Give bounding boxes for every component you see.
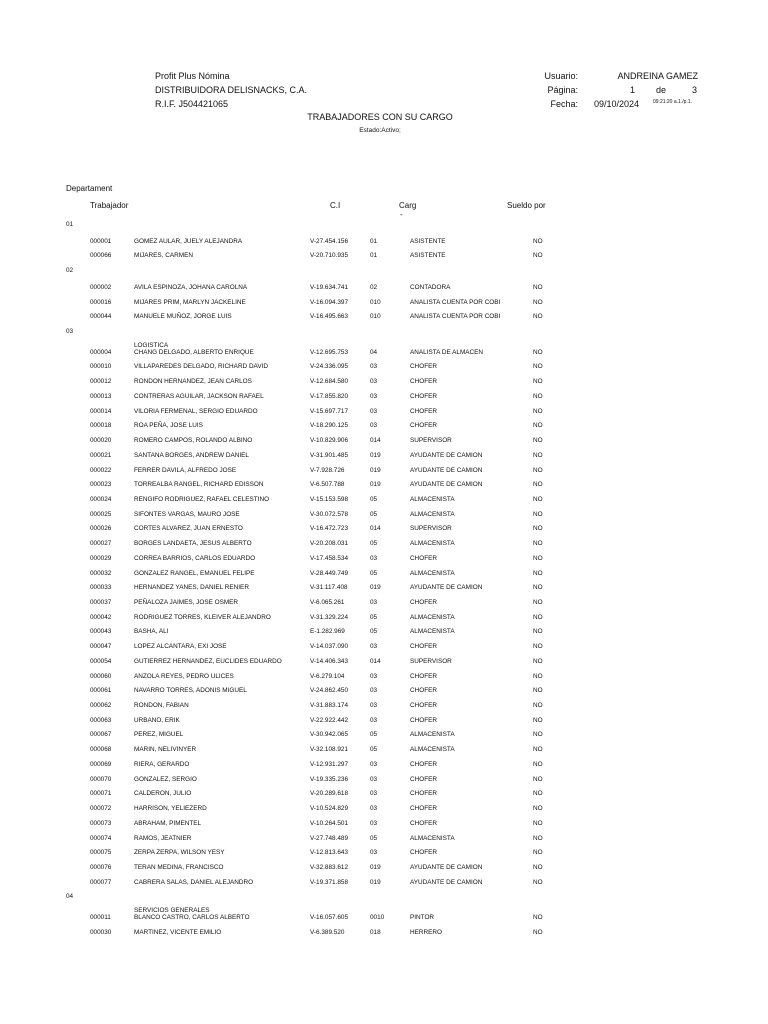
report-title: TRABAJADORES CON SU CARGO <box>307 112 453 122</box>
employee-code: 000013 <box>90 392 112 400</box>
sueldo-flag: NO <box>533 716 543 724</box>
sueldo-flag: NO <box>533 775 543 783</box>
employee-code: 000037 <box>90 599 112 606</box>
employee-name: ZERPA ZERPA, WILSON YESY <box>134 849 225 857</box>
cargo-name: ANALISTA CUENTA POR COBI <box>410 313 501 321</box>
cargo-name: CHOFER <box>410 760 437 768</box>
cargo-name: ALMACENISTA <box>410 746 455 754</box>
cargo-name: ALMACENISTA <box>410 510 455 518</box>
sueldo-flag: NO <box>533 510 543 518</box>
employee-ci: V-17.855.820 <box>310 392 349 400</box>
cargo-name: CHOFER <box>410 716 437 724</box>
employee-name: CORREA BARRIOS, CARLOS EDUARDO <box>134 554 256 562</box>
employee-name: BORGES LANDAETA, JESUS ALBERTO <box>134 540 252 548</box>
cargo-code: 03 <box>370 363 378 371</box>
employee-code: 000073 <box>90 819 112 827</box>
cargo-name: ALMACENISTA <box>410 628 455 636</box>
sueldo-flag: NO <box>533 378 543 386</box>
employee-name: ANZOLA REYES, PEDRO ULICES <box>134 672 234 680</box>
cargo-code: 05 <box>370 613 378 621</box>
department-code: 04 <box>66 893 74 901</box>
cargo-name: ASISTENTE <box>410 252 446 260</box>
employee-name: PEÑALOZA JAIMES, JOSE OSMER <box>134 599 239 606</box>
col-trabajador: Trabajador <box>90 201 129 210</box>
employee-code: 000074 <box>90 834 112 842</box>
sueldo-flag: NO <box>533 914 543 922</box>
employee-code: 000032 <box>90 569 112 577</box>
employee-name: HARRISON, YELIEZERD <box>134 805 207 813</box>
fecha-value: 09/10/2024 <box>594 99 640 109</box>
col-sueldo: Sueldo por <box>507 201 546 210</box>
company-name: DISTRIBUIDORA DELISNACKS, C.A. <box>155 85 308 95</box>
cargo-code: 05 <box>370 510 378 518</box>
sueldo-flag: NO <box>533 643 543 651</box>
department-code: 03 <box>66 328 74 336</box>
employee-name: GOMEZ AULAR, JUELY ALEJANDRA <box>134 237 243 245</box>
cargo-code: 019 <box>370 863 381 871</box>
sueldo-flag: NO <box>533 790 543 798</box>
employee-ci: V-27.748.489 <box>310 834 349 842</box>
cargo-name: CHOFER <box>410 554 437 562</box>
employee-name: CORTES ALVAREZ, JUAN ERNESTO <box>134 525 243 533</box>
cargo-name: PINTOR <box>410 914 435 922</box>
employee-code: 000043 <box>90 628 112 636</box>
employee-name: GONZALEZ RANGEL, EMANUEL FELIPE <box>134 569 255 577</box>
employee-ci: V-12.931.297 <box>310 760 349 768</box>
cargo-name: CHOFER <box>410 702 437 710</box>
employee-name: AVILA ESPINOZA, JOHANA CAROLNA <box>134 283 248 291</box>
cargo-name: CHOFER <box>410 643 437 651</box>
employee-code: 000022 <box>90 466 112 474</box>
sueldo-flag: NO <box>533 657 543 665</box>
employee-ci: V-16.094.397 <box>310 298 349 306</box>
cargo-code: 014 <box>370 657 381 665</box>
sueldo-flag: NO <box>533 407 543 415</box>
cargo-name: AYUDANTE DE CAMION <box>410 878 483 886</box>
cargo-code: 03 <box>370 849 378 857</box>
employee-ci: V-32.883.612 <box>310 863 349 871</box>
employee-name: MARTINEZ, VICENTE EMILIO <box>134 928 222 936</box>
employee-code: 000018 <box>90 422 112 430</box>
department-name: LOGISTICA <box>134 342 169 350</box>
employee-code: 000054 <box>90 657 112 665</box>
sueldo-flag: NO <box>533 687 543 695</box>
employee-ci: V-19.634.741 <box>310 283 349 291</box>
employee-ci: V-10.829.906 <box>310 437 349 445</box>
cargo-code: 05 <box>370 495 378 503</box>
sueldo-flag: NO <box>533 525 543 533</box>
cargo-name: CHOFER <box>410 392 437 400</box>
employee-ci: V-31.117.408 <box>310 584 348 592</box>
sueldo-flag: NO <box>533 437 543 445</box>
sueldo-flag: NO <box>533 599 543 606</box>
employee-ci: V-15.697.717 <box>310 407 349 415</box>
sueldo-flag: NO <box>533 702 543 710</box>
employee-ci: V-20.710.935 <box>310 252 349 260</box>
cargo-name: CHOFER <box>410 790 437 798</box>
employee-ci: V-20.208.031 <box>310 540 349 548</box>
employee-ci: V-10.264.501 <box>310 819 349 827</box>
usuario-value: ANDREINA GAMEZ <box>617 71 698 81</box>
employee-name: PEREZ, MIGUEL <box>134 731 184 739</box>
sueldo-flag: NO <box>533 584 543 592</box>
cargo-code: 03 <box>370 643 378 651</box>
employee-ci: V-20.289.618 <box>310 790 349 798</box>
employee-name: ABRAHAM, PIMENTEL <box>134 819 202 827</box>
cargo-code: 03 <box>370 378 378 386</box>
employee-code: 000076 <box>90 863 112 871</box>
cargo-name: SUPERVISOR <box>410 437 452 445</box>
employee-ci: V-7.928.726 <box>310 466 345 474</box>
employee-ci: V-6.507.788 <box>310 481 345 489</box>
employee-code: 000044 <box>90 313 112 321</box>
sueldo-flag: NO <box>533 805 543 813</box>
employee-name: TORREALBA RANGEL, RICHARD EDISSON <box>134 481 264 489</box>
cargo-name: AYUDANTE DE CAMION <box>410 584 483 592</box>
cargo-code: 05 <box>370 731 378 739</box>
sueldo-flag: NO <box>533 451 543 459</box>
cargo-code: 019 <box>370 584 381 592</box>
sueldo-flag: NO <box>533 422 543 430</box>
cargo-code: 018 <box>370 928 381 936</box>
sueldo-flag: NO <box>533 878 543 886</box>
col-cargo-dash: - <box>400 210 403 219</box>
employee-ci: V-6.389.520 <box>310 928 345 936</box>
cargo-name: ANALISTA CUENTA POR COBI <box>410 298 501 306</box>
cargo-code: 03 <box>370 687 378 695</box>
employee-ci: V-30.942.065 <box>310 731 349 739</box>
employee-code: 000033 <box>90 584 112 592</box>
employee-name: LOPEZ ALCANTARA, EXI JOSE <box>134 643 227 651</box>
cargo-name: AYUDANTE DE CAMION <box>410 863 483 871</box>
employee-code: 000012 <box>90 378 112 386</box>
employee-ci: V-15.153.598 <box>310 495 349 503</box>
cargo-name: SUPERVISOR <box>410 657 452 665</box>
employee-ci: V-10.524.829 <box>310 805 349 813</box>
employee-code: 000066 <box>90 252 112 260</box>
employee-ci: V-16.057.605 <box>310 914 349 922</box>
pagina-total: 3 <box>691 85 697 95</box>
cargo-name: CHOFER <box>410 599 437 606</box>
department-name: SERVICIOS GENERALES <box>134 907 210 915</box>
cargo-code: 019 <box>370 451 381 459</box>
cargo-name: CHOFER <box>410 805 437 813</box>
employee-code: 000069 <box>90 760 112 768</box>
employee-ci: V-6.279.104 <box>310 672 345 680</box>
employee-name: BLANCO CASTRO, CARLOS ALBERTO <box>134 914 250 922</box>
employee-code: 000004 <box>90 348 112 356</box>
employee-ci: V-16.495.663 <box>310 313 349 321</box>
sueldo-flag: NO <box>533 298 543 306</box>
cargo-code: 01 <box>370 237 378 245</box>
cargo-name: ALMACENISTA <box>410 731 455 739</box>
employee-name: CABRERA SALAS, DANIEL ALEJANDRO <box>134 878 254 886</box>
sueldo-flag: NO <box>533 863 543 871</box>
cargo-name: HERRERO <box>410 928 442 936</box>
employee-ci: V-6.065.261 <box>310 599 345 606</box>
cargo-code: 03 <box>370 599 378 606</box>
employee-ci: V-19.371.858 <box>310 878 349 886</box>
employee-name: RODRIGUEZ TORRES, KLEIVER ALEJANDRO <box>134 613 271 621</box>
employee-code: 000077 <box>90 878 112 886</box>
cargo-name: AYUDANTE DE CAMION <box>410 481 483 489</box>
employee-code: 000020 <box>90 437 112 445</box>
employee-name: SIFONTES VARGAS, MAURO JOSE <box>134 510 240 518</box>
employee-name: MANUELE MUÑOZ, JORGE LUIS <box>134 313 232 321</box>
cargo-name: CHOFER <box>410 775 437 783</box>
cargo-name: AYUDANTE DE CAMION <box>410 466 483 474</box>
sueldo-flag: NO <box>533 746 543 754</box>
cargo-name: CHOFER <box>410 849 437 857</box>
sueldo-flag: NO <box>533 495 543 503</box>
cargo-name: ALMACENISTA <box>410 613 455 621</box>
employee-code: 000071 <box>90 790 112 798</box>
cargo-name: ALMACENISTA <box>410 569 455 577</box>
sueldo-flag: NO <box>533 348 543 356</box>
cargo-name: ALMACENISTA <box>410 540 455 548</box>
employee-code: 000070 <box>90 775 112 783</box>
employee-code: 000060 <box>90 672 112 680</box>
sueldo-flag: NO <box>533 237 543 245</box>
employee-ci: V-31.329.224 <box>310 613 349 621</box>
sueldo-flag: NO <box>533 731 543 739</box>
cargo-code: 03 <box>370 716 378 724</box>
hora-value: 09:21:20 a.1./p.1. <box>653 99 692 105</box>
cargo-code: 014 <box>370 525 381 533</box>
col-ci: C.I <box>330 201 341 210</box>
employee-code: 000010 <box>90 363 112 371</box>
employee-name: FERRER DAVILA, ALFREDO JOSE <box>134 466 237 474</box>
employee-ci: V-12.684.580 <box>310 378 349 386</box>
cargo-code: 0010 <box>370 914 385 922</box>
employee-name: VILORIA FERMENAL, SERGIO EDUARDO <box>134 407 258 415</box>
employee-code: 000016 <box>90 298 112 306</box>
usuario-label: Usuario: <box>544 71 578 81</box>
cargo-name: ASISTENTE <box>410 237 446 245</box>
employee-name: HERNANDEZ YANES, DANIEL RENIER <box>134 584 249 592</box>
employee-name: CHANG DELGADO, ALBERTO ENRIQUE <box>134 348 254 356</box>
employee-name: RONDON, FABIAN <box>134 702 189 710</box>
report-filter: Estado:Activo; <box>359 127 401 134</box>
employee-code: 000002 <box>90 283 112 291</box>
employee-code: 000023 <box>90 481 112 489</box>
cargo-code: 03 <box>370 790 378 798</box>
employee-name: MIJARES PRIM, MARLYN JACKELINE <box>134 298 246 306</box>
employee-code: 000068 <box>90 746 112 754</box>
cargo-name: CHOFER <box>410 819 437 827</box>
sueldo-flag: NO <box>533 554 543 562</box>
employee-name: ROMERO CAMPOS, ROLANDO ALBINO <box>134 437 253 445</box>
fecha-label: Fecha: <box>550 99 578 109</box>
employee-ci: V-27.454.156 <box>310 237 349 245</box>
cargo-code: 010 <box>370 298 381 306</box>
employee-code: 000014 <box>90 407 112 415</box>
employee-ci: V-24.862.450 <box>310 687 349 695</box>
cargo-code: 05 <box>370 540 378 548</box>
employee-ci: V-18.290.125 <box>310 422 349 430</box>
sueldo-flag: NO <box>533 760 543 768</box>
employee-name: RONDON HERNANDEZ, JEAN CARLOS <box>134 378 252 386</box>
employee-code: 000029 <box>90 554 112 562</box>
employee-code: 000001 <box>90 237 112 245</box>
cargo-code: 03 <box>370 805 378 813</box>
employee-name: TERAN MEDINA, FRANCISCO <box>134 863 224 871</box>
cargo-name: CHOFER <box>410 378 437 386</box>
employee-ci: V-12.813.643 <box>310 849 349 857</box>
employee-code: 000072 <box>90 805 112 813</box>
cargo-name: ALMACENISTA <box>410 495 455 503</box>
col-cargo: Carg <box>399 201 417 210</box>
sueldo-flag: NO <box>533 672 543 680</box>
employee-name: CONTRERAS AGUILAR, JACKSON RAFAEL <box>134 392 264 400</box>
cargo-name: CHOFER <box>410 407 437 415</box>
employee-name: ROA PEÑA, JOSE LUIS <box>134 422 203 430</box>
cargo-name: CONTADORA <box>410 283 451 291</box>
employee-name: RIERA, GERARDO <box>134 760 190 768</box>
employee-code: 000026 <box>90 525 112 533</box>
cargo-code: 03 <box>370 392 378 400</box>
employee-name: GONZALEZ, SERGIO <box>134 775 197 783</box>
employee-code: 000062 <box>90 702 112 710</box>
employee-ci: V-28.449.749 <box>310 569 349 577</box>
cargo-name: CHOFER <box>410 422 437 430</box>
employee-ci: V-22.922.442 <box>310 716 349 724</box>
employee-ci: V-31.883.174 <box>310 702 349 710</box>
cargo-code: 03 <box>370 775 378 783</box>
employee-name: GUTIERREZ HERNANDEZ, EUCLIDES EDUARDO <box>134 657 282 665</box>
employee-ci: V-17.458.534 <box>310 554 349 562</box>
cargo-name: SUPERVISOR <box>410 525 452 533</box>
cargo-code: 014 <box>370 437 381 445</box>
sueldo-flag: NO <box>533 466 543 474</box>
employee-ci: E-1.282.969 <box>310 628 345 636</box>
sueldo-flag: NO <box>533 313 543 321</box>
employee-code: 000024 <box>90 495 112 503</box>
sueldo-flag: NO <box>533 819 543 827</box>
company-rif: R.I.F. J504421065 <box>155 99 229 109</box>
cargo-code: 05 <box>370 628 378 636</box>
cargo-name: ANALISTA DE ALMACEN <box>410 348 484 356</box>
cargo-code: 03 <box>370 702 378 710</box>
cargo-code: 03 <box>370 422 378 430</box>
cargo-name: CHOFER <box>410 672 437 680</box>
employee-ci: V-14.037.090 <box>310 643 349 651</box>
employee-ci: V-30.072.578 <box>310 510 349 518</box>
employee-code: 000021 <box>90 451 112 459</box>
cargo-code: 03 <box>370 407 378 415</box>
cargo-code: 05 <box>370 569 378 577</box>
sueldo-flag: NO <box>533 613 543 621</box>
sueldo-flag: NO <box>533 628 543 636</box>
employee-code: 000025 <box>90 510 112 518</box>
employee-name: RENGIFO RODRIGUEZ, RAFAEL CELESTINO <box>134 495 270 503</box>
cargo-code: 03 <box>370 760 378 768</box>
employee-ci: V-14.406.343 <box>310 657 349 665</box>
employee-code: 000011 <box>90 914 111 922</box>
employee-ci: V-32.108.921 <box>310 746 349 754</box>
sueldo-flag: NO <box>533 283 543 291</box>
cargo-name: AYUDANTE DE CAMION <box>410 451 483 459</box>
col-departamento: Departament <box>66 184 113 193</box>
app-name: Profit Plus Nómina <box>155 71 230 81</box>
employee-code: 000030 <box>90 928 112 936</box>
employee-ci: V-16.472.723 <box>310 525 349 533</box>
cargo-code: 03 <box>370 819 378 827</box>
sueldo-flag: NO <box>533 392 543 400</box>
employee-code: 000075 <box>90 849 112 857</box>
sueldo-flag: NO <box>533 540 543 548</box>
pagina-label: Página: <box>547 85 578 95</box>
employee-name: URBANO, ERIK <box>134 716 180 724</box>
employee-name: MARIN, NELIVINYER <box>134 746 197 754</box>
sueldo-flag: NO <box>533 252 543 260</box>
employee-name: VILLAPAREDES DELGADO, RICHARD DAVID <box>134 363 268 371</box>
employee-ci: V-12.695.753 <box>310 348 349 356</box>
employee-ci: V-19.335.236 <box>310 775 349 783</box>
cargo-code: 01 <box>370 252 378 260</box>
department-code: 02 <box>66 267 74 275</box>
sueldo-flag: NO <box>533 569 543 577</box>
sueldo-flag: NO <box>533 481 543 489</box>
sueldo-flag: NO <box>533 363 543 371</box>
cargo-code: 019 <box>370 466 381 474</box>
employee-code: 000042 <box>90 613 112 621</box>
cargo-name: CHOFER <box>410 687 437 695</box>
department-code: 01 <box>66 221 74 228</box>
sueldo-flag: NO <box>533 834 543 842</box>
employee-name: BASHA, ALI <box>134 628 169 636</box>
cargo-name: CHOFER <box>410 363 437 371</box>
cargo-code: 019 <box>370 481 381 489</box>
cargo-code: 010 <box>370 313 381 321</box>
employee-name: NAVARRO TORRES, ADONIS MIGUEL <box>134 687 247 695</box>
employee-code: 000067 <box>90 731 112 739</box>
employee-name: CALDERON, JULIO <box>134 790 192 798</box>
cargo-code: 05 <box>370 746 378 754</box>
employee-ci: V-24.336.095 <box>310 363 349 371</box>
pagina-de: de <box>656 85 667 95</box>
cargo-name: ALMACENISTA <box>410 834 455 842</box>
employee-code: 000063 <box>90 716 112 724</box>
cargo-code: 05 <box>370 834 378 842</box>
employee-name: MIJARES, CARMEN <box>134 252 193 260</box>
employee-name: SANTANA BORGES, ANDREW DANIEL <box>134 451 249 459</box>
cargo-code: 02 <box>370 283 378 291</box>
pagina-number: 1 <box>629 85 635 95</box>
cargo-code: 019 <box>370 878 381 886</box>
cargo-code: 03 <box>370 672 378 680</box>
employee-code: 000061 <box>90 687 112 695</box>
employee-ci: V-31.901.485 <box>310 451 349 459</box>
sueldo-flag: NO <box>533 849 543 857</box>
cargo-code: 03 <box>370 554 378 562</box>
sueldo-flag: NO <box>533 928 543 936</box>
employee-code: 000027 <box>90 540 112 548</box>
employee-name: RAMOS, JEATNIER <box>134 834 192 842</box>
cargo-code: 04 <box>370 348 378 356</box>
employee-code: 000047 <box>90 643 112 651</box>
